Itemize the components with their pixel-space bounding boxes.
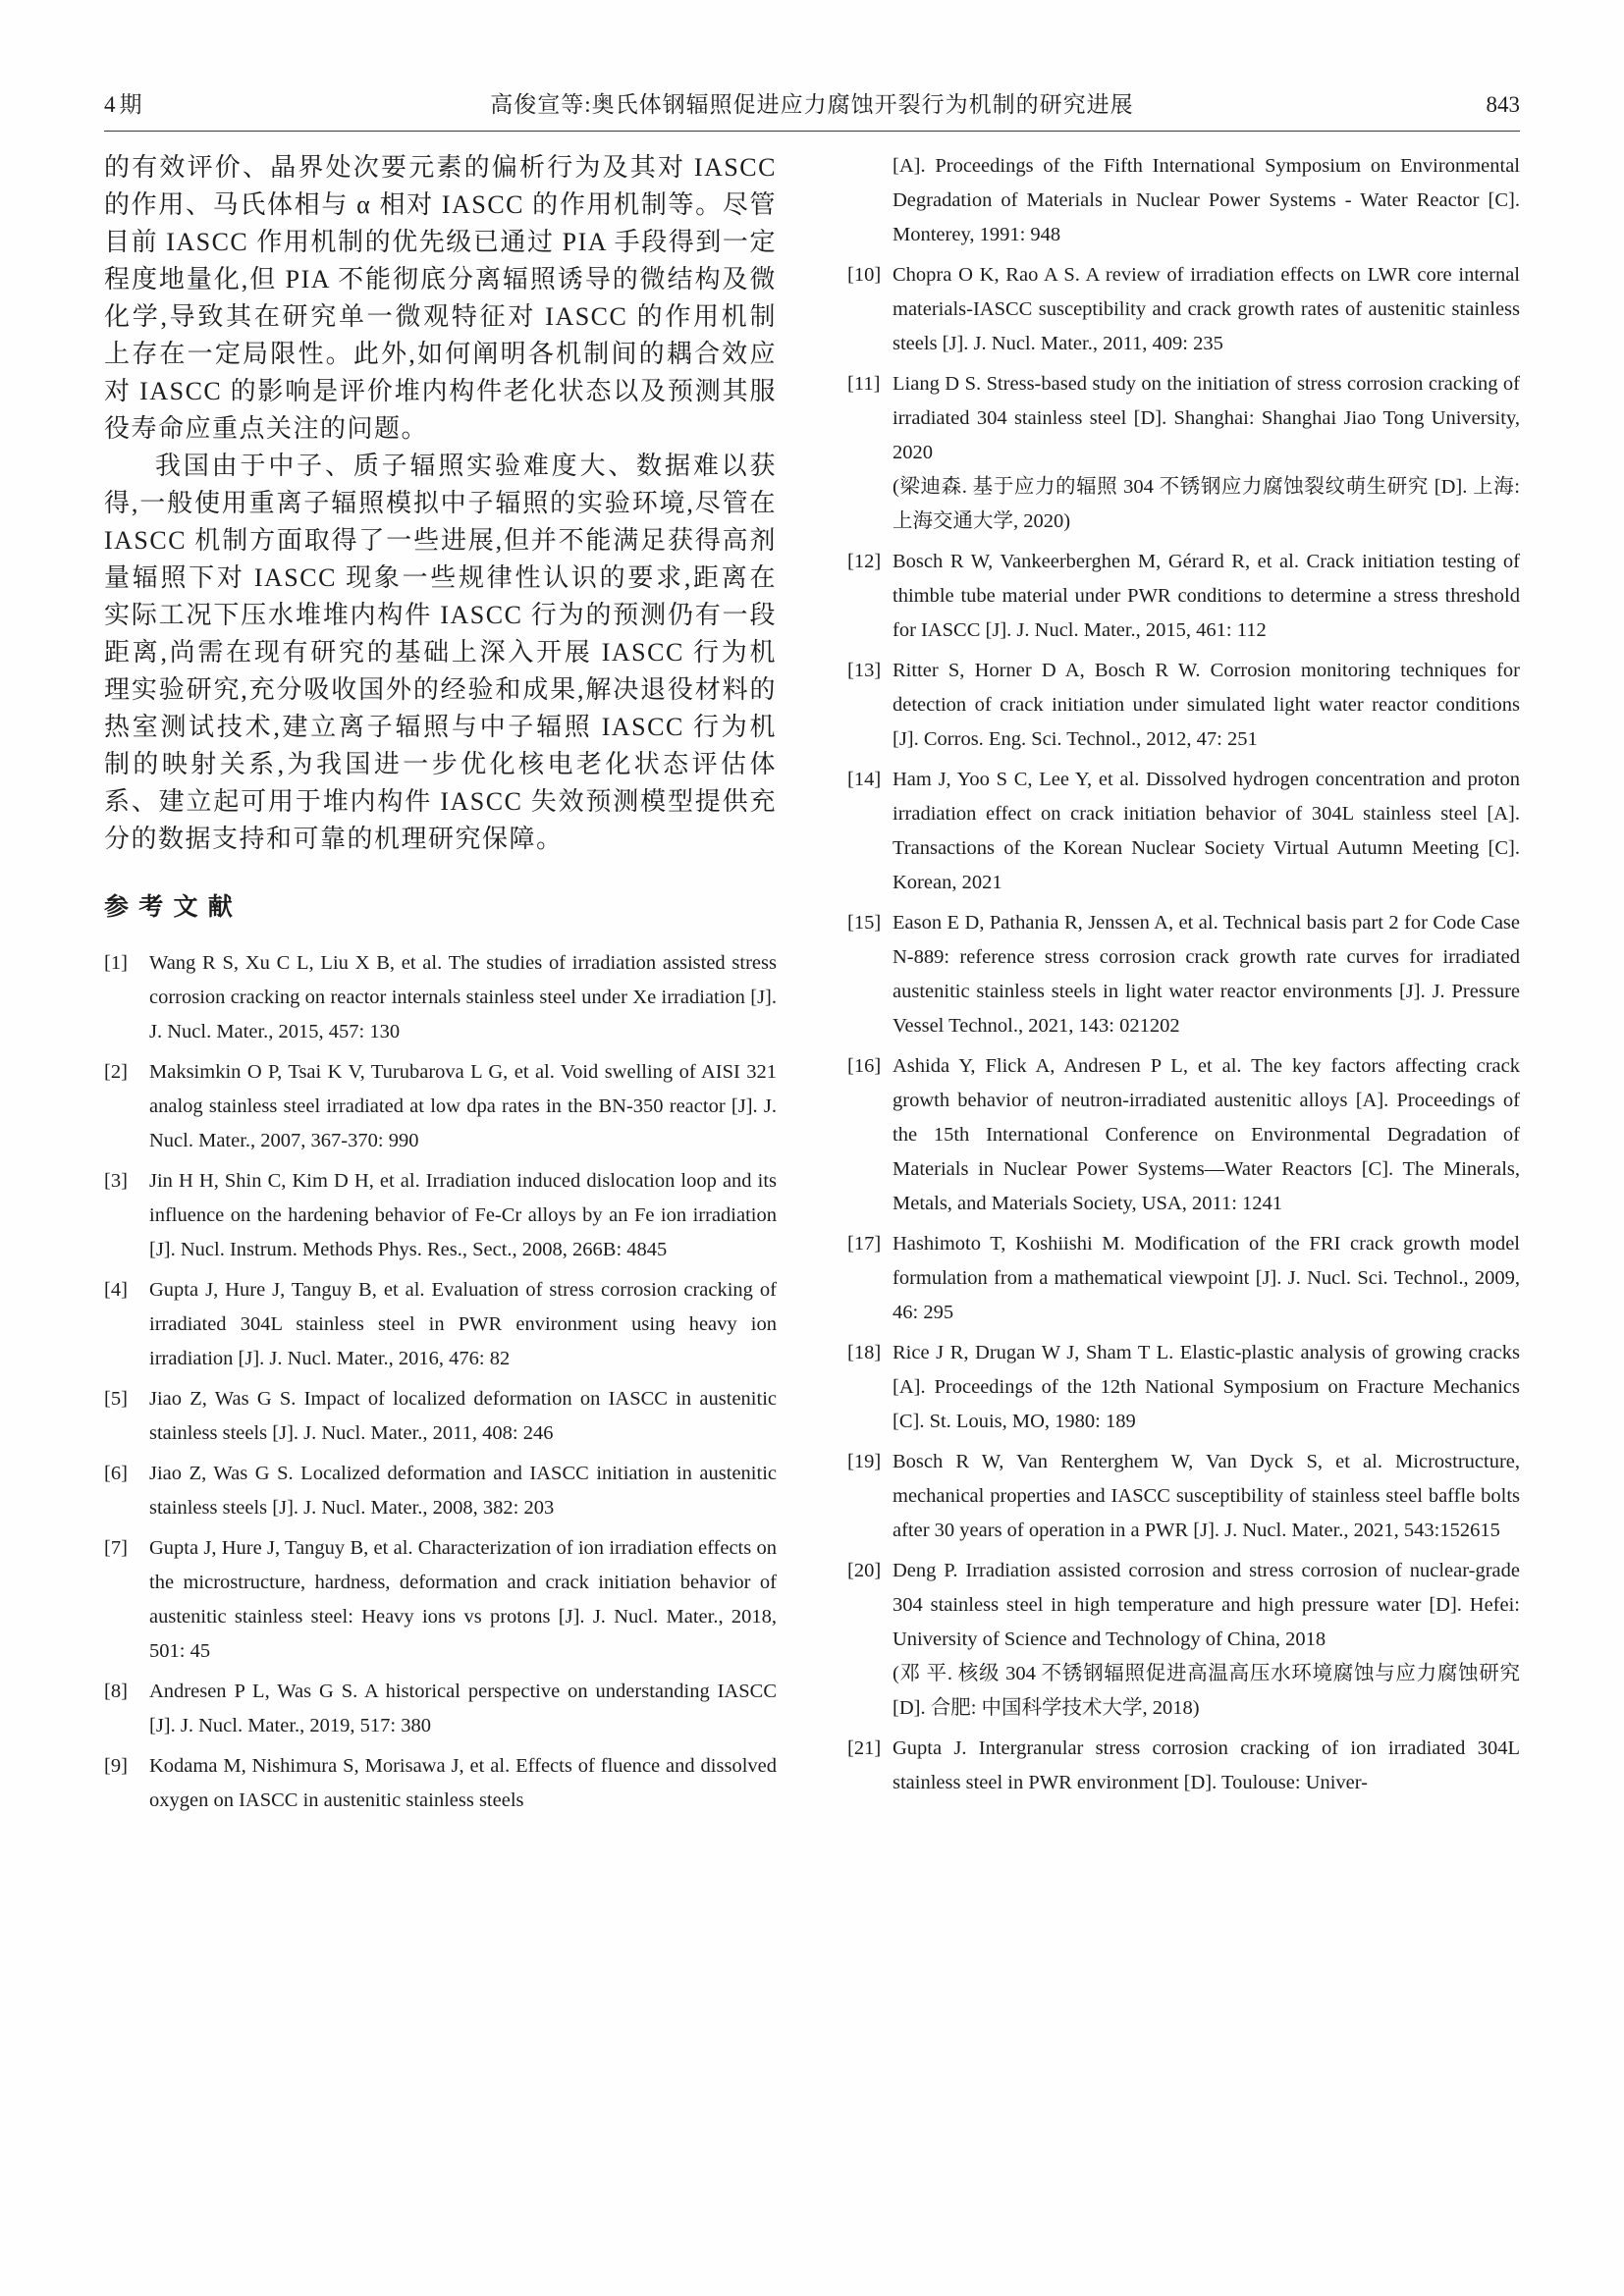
reference-number: [17] bbox=[847, 1233, 882, 1255]
reference-text: Gupta J, Hure J, Tanguy B, et al. Evaluation of stress corrosion cracking of irradiated 304L stainless steel in PWR environment using heavy ion irradiation [J]. J. Nucl. Mater., 2016, 476: 82 bbox=[149, 1279, 777, 1369]
body-paragraph-1: 的有效评价、晶界处次要元素的偏析行为及其对 IASCC 的作用、马氏体相与 α 相对 IASCC 的作用机制等。尽管目前 IASCC 作用机制的优先级已通过 PIA 手段得到一定程度地量化,但 PIA 不能彻底分离辐照诱导的微结构及微化学,导致其在研究单一微观特征对 IASCC 的作用机制上存在一定局限性。此外,如何阐明各机制间的耦合效应对 IASCC 的影响是评价堆内构件老化状态以及预测其服役寿命应重点关注的问题。 bbox=[104, 153, 777, 443]
reference-item bbox=[847, 1049, 1520, 1221]
reference-translation-note: (梁迪森. 基于应力的辐照 304 不锈钢应力腐蚀裂纹萌生研究 [D]. 上海: 上海交通大学, 2020) bbox=[893, 476, 1520, 532]
reference-text: Kodama M, Nishimura S, Morisawa J, et al. Effects of fluence and dissolved oxygen on IASCC in austenitic stainless steels bbox=[149, 1755, 777, 1811]
body-paragraph-2: 我国由于中子、质子辐照实验难度大、数据难以获得,一般使用重离子辐照模拟中子辐照的实验环境,尽管在 IASCC 机制方面取得了一些进展,但并不能满足获得高剂量辐照下对 IASCC 现象一些规律性认识的要求,距离在实际工况下压水堆堆内构件 IASCC 行为的预测仍有一段距离,尚需在现有研究的基础上深入开展 IASCC 行为机理实验研究,充分吸收国外的经验和成果,解决退役材料的热室测试技术,建立离子辐照与中子辐照 IASCC 行为机制的映射关系,为我国进一步优化核电老化状态评估体系、建立起可用于堆内构件 IASCC 失效预测模型提供充分的数据支持和可靠的机理研究保障。 bbox=[104, 452, 777, 853]
reference-translation-note: (邓 平. 核级 304 不锈钢辐照促进高温高压水环境腐蚀与应力腐蚀研究 [D]. 合肥: 中国科学技术大学, 2018) bbox=[893, 1663, 1520, 1719]
references-list-left bbox=[104, 946, 777, 1818]
running-title: 高俊宣等:奥氏体钢辐照促进应力腐蚀开裂行为机制的研究进展 bbox=[490, 92, 1134, 117]
reference-text: Liang D S. Stress-based study on the initiation of stress corrosion cracking of irradiated 304 stainless steel [D]. Shanghai: Shanghai Jiao Tong University, 2020 bbox=[893, 373, 1520, 463]
reference-number: [20] bbox=[847, 1560, 882, 1581]
reference-text: Gupta J. Intergranular stress corrosion cracking of ion irradiated 304L stainless steel in PWR environment [D]. Toulouse: Univer- bbox=[893, 1737, 1520, 1793]
reference-text: Ashida Y, Flick A, Andresen P L, et al. The key factors affecting crack growth behavior of neutron-irradiated austenitic alloys [A]. Proceedings of the 15th International Conference on Environmental Degradation of Materials in Nuclear Power Systems—Water Reactors [C]. The Minerals, Metals, and Materials Society, USA, 2011: 1241 bbox=[893, 1055, 1520, 1214]
reference-number: [5] bbox=[104, 1388, 128, 1410]
reference-item bbox=[104, 946, 777, 1049]
reference-number: [7] bbox=[104, 1537, 128, 1559]
reference-item bbox=[847, 1554, 1520, 1726]
reference-text: Gupta J, Hure J, Tanguy B, et al. Characterization of ion irradiation effects on the microstructure, hardness, deformation and crack initiation behavior of austenitic stainless steel: Heavy ions vs protons [J]. J. Nucl. Mater., 2018, 501: 45 bbox=[149, 1537, 777, 1662]
running-head bbox=[104, 86, 1520, 132]
reference-item bbox=[847, 367, 1520, 539]
reference-number: [8] bbox=[104, 1681, 128, 1702]
reference-item bbox=[104, 1675, 777, 1743]
two-column-body bbox=[104, 149, 1520, 1824]
reference-text: Bosch R W, Vankeerberghen M, Gérard R, et al. Crack initiation testing of thimble tube material under PWR conditions to determine a stress threshold for IASCC [J]. J. Nucl. Mater., 2015, 461: 112 bbox=[893, 551, 1520, 641]
reference-item bbox=[847, 654, 1520, 757]
reference-item bbox=[104, 1382, 777, 1451]
reference-text: Jin H H, Shin C, Kim D H, et al. Irradiation induced dislocation loop and its influence on the hardening behavior of Fe-Cr alloys by an Fe ion irradiation [J]. Nucl. Instrum. Methods Phys. Res., Sect., 2008, 266B: 4845 bbox=[149, 1170, 777, 1260]
reference-item bbox=[847, 1336, 1520, 1439]
reference-text: Bosch R W, Van Renterghem W, Van Dyck S, et al. Microstructure, mechanical properties and IASCC susceptibility of stainless steel baffle bolts after 30 years of operation in a PWR [J]. J. Nucl. Mater., 2021, 543:152615 bbox=[893, 1451, 1520, 1541]
reference-text: Chopra O K, Rao A S. A review of irradiation effects on LWR core internal materials-IASCC susceptibility and crack growth rates of austenitic stainless steels [J]. J. Nucl. Mater., 2011, 409: 235 bbox=[893, 264, 1520, 354]
reference-text: Maksimkin O P, Tsai K V, Turubarova L G, et al. Void swelling of AISI 321 analog stainless steel irradiated at low dpa rates in the BN-350 reactor [J]. J. Nucl. Mater., 2007, 367-370: 990 bbox=[149, 1061, 777, 1151]
reference-item bbox=[104, 1749, 777, 1818]
reference-item bbox=[104, 1164, 777, 1267]
reference-text: Wang R S, Xu C L, Liu X B, et al. The studies of irradiation assisted stress corrosion cracking on reactor internals stainless steel under Xe irradiation [J]. J. Nucl. Mater., 2015, 457: 130 bbox=[149, 952, 777, 1042]
reference-item bbox=[847, 763, 1520, 900]
reference-item bbox=[847, 1445, 1520, 1548]
page-number: 843 bbox=[1486, 92, 1520, 117]
reference-item bbox=[847, 545, 1520, 648]
reference-number: [10] bbox=[847, 264, 882, 286]
issue-number: 4期 bbox=[104, 92, 146, 117]
reference-text: Eason E D, Pathania R, Jenssen A, et al. Technical basis part 2 for Code Case N-889: reference stress corrosion crack growth rate curves for irradiated austenitic stainless steels in light water reactor environments [J]. J. Pressure Vessel Technol., 2021, 143: 021202 bbox=[893, 912, 1520, 1037]
reference-text: Ham J, Yoo S C, Lee Y, et al. Dissolved hydrogen concentration and proton irradiation effect on crack initiation behavior of 304L stainless steel [A]. Transactions of the Korean Nuclear Society Virtual Autumn Meeting [C]. Korean, 2021 bbox=[893, 769, 1520, 893]
reference-number: [9] bbox=[104, 1755, 128, 1777]
reference-item bbox=[847, 1732, 1520, 1800]
reference-number: [16] bbox=[847, 1055, 882, 1077]
reference-item bbox=[104, 1273, 777, 1376]
reference-text: Jiao Z, Was G S. Localized deformation and IASCC initiation in austenitic stainless steels [J]. J. Nucl. Mater., 2008, 382: 203 bbox=[149, 1463, 777, 1519]
references-heading: 参 考 文 献 bbox=[104, 894, 235, 921]
reference-number: [4] bbox=[104, 1279, 128, 1301]
reference-number: [14] bbox=[847, 769, 882, 790]
references-list-right bbox=[847, 149, 1520, 1800]
reference-text: Jiao Z, Was G S. Impact of localized deformation on IASCC in austenitic stainless steels [J]. J. Nucl. Mater., 2011, 408: 246 bbox=[149, 1388, 777, 1444]
reference-item bbox=[104, 1531, 777, 1669]
reference-number: [2] bbox=[104, 1061, 128, 1083]
reference-number: [13] bbox=[847, 660, 882, 681]
reference-number: [15] bbox=[847, 912, 882, 934]
reference-text: Hashimoto T, Koshiishi M. Modification of the FRI crack growth model formulation from a mathematical viewpoint [J]. J. Nucl. Sci. Technol., 2009, 46: 295 bbox=[893, 1233, 1520, 1323]
reference-item bbox=[847, 258, 1520, 361]
reference-number: [1] bbox=[104, 952, 128, 974]
reference-number: [12] bbox=[847, 551, 882, 572]
reference-text: Deng P. Irradiation assisted corrosion and stress corrosion of nuclear-grade 304 stainless steel in high temperature and high pressure water [D]. Hefei: University of Science and Technology of China, 2018 bbox=[893, 1560, 1520, 1650]
left-column bbox=[104, 149, 777, 1824]
right-column bbox=[847, 149, 1520, 1824]
reference-item bbox=[104, 1457, 777, 1525]
reference-item bbox=[847, 1227, 1520, 1330]
reference-item bbox=[104, 1055, 777, 1158]
reference-number: [11] bbox=[847, 373, 881, 395]
reference-text: Andresen P L, Was G S. A historical perspective on understanding IASCC [J]. J. Nucl. Mater., 2019, 517: 380 bbox=[149, 1681, 777, 1736]
reference-number: [19] bbox=[847, 1451, 882, 1472]
reference-text: Ritter S, Horner D A, Bosch R W. Corrosion monitoring techniques for detection of crack initiation under simulated light water reactor conditions [J]. Corros. Eng. Sci. Technol., 2012, 47: 251 bbox=[893, 660, 1520, 750]
reference-text: Rice J R, Drugan W J, Sham T L. Elastic-plastic analysis of growing cracks [A]. Proceedings of the 12th National Symposium on Fracture Mechanics [C]. St. Louis, MO, 1980: 189 bbox=[893, 1342, 1520, 1432]
reference-number: [6] bbox=[104, 1463, 128, 1484]
reference-number: [18] bbox=[847, 1342, 882, 1363]
reference-item bbox=[847, 906, 1520, 1043]
reference-number: [21] bbox=[847, 1737, 882, 1759]
reference-text: [A]. Proceedings of the Fifth International Symposium on Environmental Degradation of Materials in Nuclear Power Systems - Water Reactor [C]. Monterey, 1991: 948 bbox=[893, 155, 1520, 245]
reference-number: [3] bbox=[104, 1170, 128, 1192]
reference-item bbox=[847, 149, 1520, 252]
